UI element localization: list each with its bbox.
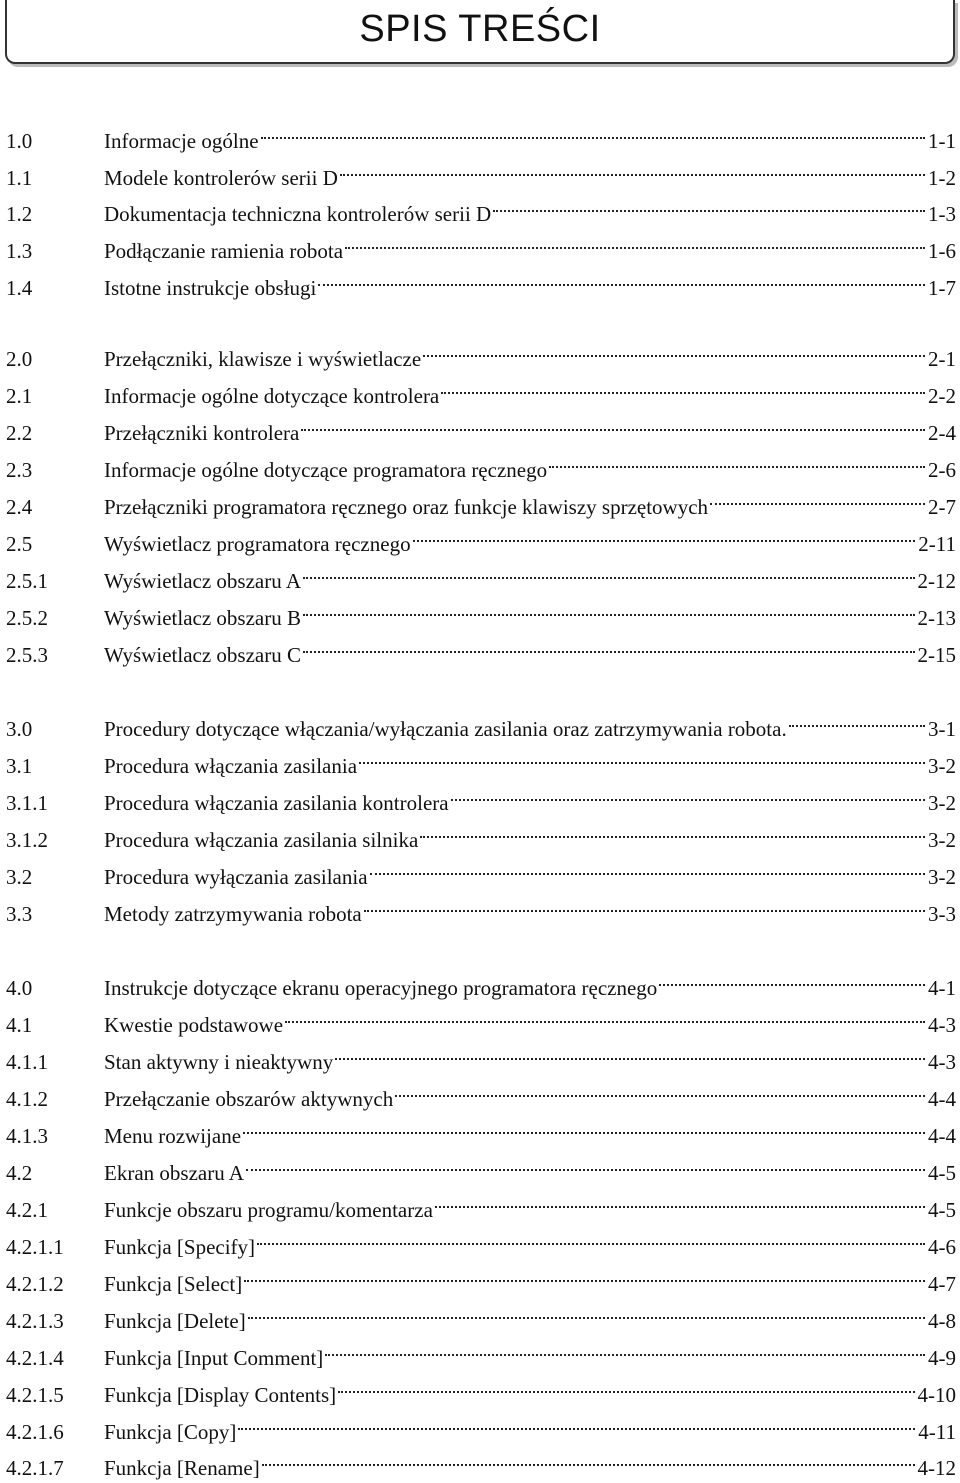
toc-entry-line (104, 973, 956, 1003)
section-title: Wyświetlacz obszaru A (104, 569, 301, 593)
section-number: 4.2.1.3 (6, 1309, 64, 1333)
toc-entry-line (104, 126, 956, 156)
page-number: 4-5 (928, 1161, 956, 1185)
section-title: Menu rozwijane (104, 1124, 242, 1148)
section-number: 3.1.1 (6, 791, 48, 815)
page-number: 3-2 (928, 791, 956, 815)
toc-entry-line (104, 1232, 956, 1262)
toc-entry-line (104, 640, 956, 670)
toc-entry[interactable] (0, 455, 956, 485)
toc-entry-line (104, 236, 956, 266)
page-number: 1-2 (928, 166, 956, 190)
section-number: 1.1 (6, 166, 33, 190)
dot-leader (789, 725, 925, 727)
section-number: 2.5 (6, 532, 33, 556)
toc-entry[interactable] (0, 1269, 956, 1299)
section-title: Informacje ogólne (104, 129, 259, 153)
toc-entry[interactable] (0, 640, 956, 670)
toc-entry[interactable] (0, 1232, 956, 1262)
toc-entry[interactable] (0, 1047, 956, 1077)
toc-entry[interactable] (0, 273, 956, 303)
section-title: Podłączanie ramienia robota (104, 239, 344, 263)
section-title: Przełączniki kontrolera (104, 421, 300, 445)
section-title: Przełączniki programatora ręcznego oraz funkcje klawiszy sprzętowych (104, 495, 709, 519)
section-title: Ekran obszaru A (104, 1161, 244, 1185)
page-number: 4-10 (917, 1383, 956, 1407)
toc-entry[interactable] (0, 825, 956, 855)
section-number: 4.1.2 (6, 1087, 48, 1111)
toc-entry-line (104, 1453, 956, 1483)
toc-entry-line (104, 1417, 956, 1447)
section-number: 3.1 (6, 754, 33, 778)
dot-leader (246, 1169, 925, 1171)
dot-leader (335, 1058, 925, 1060)
toc-entry[interactable] (0, 566, 956, 596)
page-number: 2-2 (928, 384, 956, 408)
toc-entry[interactable] (0, 1380, 956, 1410)
section-title: Funkcja [Specify] (104, 1235, 256, 1259)
toc-entry[interactable] (0, 751, 956, 781)
toc-entry[interactable] (0, 1417, 956, 1447)
section-number: 2.2 (6, 421, 33, 445)
page-number: 4-11 (918, 1420, 956, 1444)
section-number: 4.2.1.7 (6, 1456, 64, 1480)
page-number: 4-9 (928, 1346, 956, 1370)
page-number: 4-4 (928, 1124, 956, 1148)
page-number: 2-6 (928, 458, 956, 482)
section-number: 4.2.1.5 (6, 1383, 64, 1407)
section-title: Funkcja [Copy] (104, 1420, 237, 1444)
dot-leader (244, 1280, 925, 1282)
section-title: Funkcja [Select] (104, 1272, 243, 1296)
dot-leader (710, 503, 925, 505)
dot-leader (261, 137, 925, 139)
page-number: 3-2 (928, 865, 956, 889)
dot-leader (493, 210, 925, 212)
toc-entry[interactable] (0, 199, 956, 229)
section-title: Funkcja [Delete] (104, 1309, 246, 1333)
toc-entry[interactable] (0, 381, 956, 411)
dot-leader (238, 1428, 915, 1430)
section-number: 4.0 (6, 976, 33, 1000)
section-number: 2.4 (6, 495, 33, 519)
toc-entry-line (104, 1121, 956, 1151)
toc-entry-line (104, 751, 956, 781)
page-number: 2-13 (917, 606, 956, 630)
dot-leader (243, 1132, 925, 1134)
toc-entry-line (104, 1380, 956, 1410)
toc-entry[interactable] (0, 126, 956, 156)
dot-leader (325, 1354, 925, 1356)
toc-entry-line (104, 1047, 956, 1077)
page-number: 4-5 (928, 1198, 956, 1222)
toc-entry-line (104, 344, 956, 374)
toc-entry-line (104, 1010, 956, 1040)
toc-entry-line (104, 825, 956, 855)
dot-leader (364, 910, 925, 912)
toc-entry[interactable] (0, 1453, 956, 1483)
toc-entry-line (104, 603, 956, 633)
toc-entry[interactable] (0, 862, 956, 892)
toc-entry-line (104, 455, 956, 485)
toc-entry-line (104, 273, 956, 303)
section-number: 4.2.1.6 (6, 1420, 64, 1444)
section-title: Metody zatrzymywania robota (104, 902, 362, 926)
section-number: 4.1.3 (6, 1124, 48, 1148)
section-title: Funkcja [Rename] (104, 1456, 260, 1480)
section-number: 2.1 (6, 384, 33, 408)
toc-entry[interactable] (0, 1306, 956, 1336)
toc-entry[interactable] (0, 492, 956, 522)
page-number: 4-3 (928, 1050, 956, 1074)
section-number: 4.2 (6, 1161, 33, 1185)
dot-leader (285, 1021, 925, 1023)
section-title: Przełączanie obszarów aktywnych (104, 1087, 394, 1111)
dot-leader (413, 540, 916, 542)
page-number: 1-3 (928, 202, 956, 226)
section-title: Modele kontrolerów serii D (104, 166, 338, 190)
toc-entry-line (104, 1306, 956, 1336)
toc-entry-line (104, 1158, 956, 1188)
dot-leader (257, 1243, 925, 1245)
dot-leader (303, 577, 915, 579)
toc-entry[interactable] (0, 1343, 956, 1373)
toc-entry-line (104, 492, 956, 522)
page-number: 1-1 (928, 129, 956, 153)
section-title: Funkcja [Input Comment] (104, 1346, 324, 1370)
toc-entry[interactable] (0, 418, 956, 448)
toc-entry[interactable] (0, 1084, 956, 1114)
toc-entry-line (104, 1343, 956, 1373)
toc-entry[interactable] (0, 899, 956, 929)
toc-entry[interactable] (0, 1010, 956, 1040)
section-title: Funkcje obszaru programu/komentarza (104, 1198, 433, 1222)
toc-entry[interactable] (0, 714, 956, 744)
section-number: 3.3 (6, 902, 33, 926)
toc-entry-line (104, 1195, 956, 1225)
toc-entry[interactable] (0, 973, 956, 1003)
page-number: 4-8 (928, 1309, 956, 1333)
dot-leader (359, 762, 925, 764)
page-number: 2-7 (928, 495, 956, 519)
page-number: 4-4 (928, 1087, 956, 1111)
dot-leader (262, 1464, 915, 1466)
section-title: Procedura włączania zasilania kontrolera (104, 791, 449, 815)
dot-leader (248, 1317, 925, 1319)
toc-entry[interactable] (0, 1195, 956, 1225)
section-number: 4.2.1 (6, 1198, 48, 1222)
section-number: 1.4 (6, 276, 33, 300)
section-title: Instrukcje dotyczące ekranu operacyjnego programatora ręcznego (104, 976, 658, 1000)
toc-entry-line (104, 566, 956, 596)
toc-entry-line (104, 899, 956, 929)
section-number: 2.5.2 (6, 606, 48, 630)
dot-leader (303, 651, 915, 653)
section-number: 1.3 (6, 239, 33, 263)
page-number: 3-2 (928, 828, 956, 852)
dot-leader (318, 284, 925, 286)
dot-leader (423, 355, 925, 357)
toc-entry-line (104, 529, 956, 559)
page-title: SPIS TREŚCI (359, 8, 601, 50)
toc-entry-line (104, 418, 956, 448)
page-number: 4-6 (928, 1235, 956, 1259)
toc-entry[interactable] (0, 236, 956, 266)
toc-entry[interactable] (0, 1121, 956, 1151)
section-number: 2.3 (6, 458, 33, 482)
section-title: Stan aktywny i nieaktywny (104, 1050, 334, 1074)
dot-leader (301, 429, 925, 431)
section-number: 3.2 (6, 865, 33, 889)
toc-entry[interactable] (0, 344, 956, 374)
page-number: 3-1 (928, 717, 956, 741)
section-number: 4.1 (6, 1013, 33, 1037)
page-number: 2-4 (928, 421, 956, 445)
section-title: Przełączniki, klawisze i wyświetlacze (104, 347, 422, 371)
dot-leader (345, 247, 925, 249)
section-title: Dokumentacja techniczna kontrolerów serii D (104, 202, 492, 226)
toc-entry-line (104, 1269, 956, 1299)
section-number: 2.0 (6, 347, 33, 371)
section-title: Istotne instrukcje obsługi (104, 276, 317, 300)
section-number: 1.2 (6, 202, 33, 226)
section-number: 3.0 (6, 717, 33, 741)
section-number: 4.2.1.2 (6, 1272, 64, 1296)
toc-entry-line (104, 199, 956, 229)
dot-leader (549, 466, 925, 468)
dot-leader (395, 1095, 925, 1097)
section-title: Funkcja [Display Contents] (104, 1383, 337, 1407)
toc-entry-line (104, 788, 956, 818)
dot-leader (303, 614, 915, 616)
dot-leader (451, 799, 925, 801)
page-number: 2-11 (918, 532, 956, 556)
dot-leader (441, 392, 925, 394)
section-title: Procedura wyłączania zasilania (104, 865, 368, 889)
page-number: 4-1 (928, 976, 956, 1000)
page-number: 4-7 (928, 1272, 956, 1296)
dot-leader (370, 873, 925, 875)
section-number: 1.0 (6, 129, 33, 153)
section-title: Informacje ogólne dotyczące programatora ręcznego (104, 458, 548, 482)
section-number: 2.5.1 (6, 569, 48, 593)
section-number: 2.5.3 (6, 643, 48, 667)
section-number: 4.2.1.1 (6, 1235, 64, 1259)
page-number: 4-3 (928, 1013, 956, 1037)
toc-entry[interactable] (0, 529, 956, 559)
dot-leader (435, 1206, 925, 1208)
section-number: 4.1.1 (6, 1050, 48, 1074)
section-title: Wyświetlacz obszaru C (104, 643, 301, 667)
dot-leader (659, 984, 925, 986)
page-number: 4-12 (917, 1456, 956, 1480)
dot-leader (338, 1391, 914, 1393)
toc-entry[interactable] (0, 163, 956, 193)
section-title: Wyświetlacz programatora ręcznego (104, 532, 411, 556)
page-number: 2-12 (917, 569, 956, 593)
section-title: Informacje ogólne dotyczące kontrolera (104, 384, 440, 408)
section-number: 3.1.2 (6, 828, 48, 852)
section-title: Wyświetlacz obszaru B (104, 606, 301, 630)
section-title: Procedura włączania zasilania (104, 754, 358, 778)
toc-entry[interactable] (0, 1158, 956, 1188)
toc-entry-line (104, 1084, 956, 1114)
page-number: 2-15 (917, 643, 956, 667)
page-number: 3-2 (928, 754, 956, 778)
page-number: 2-1 (928, 347, 956, 371)
section-title: Procedura włączania zasilania silnika (104, 828, 419, 852)
section-number: 4.2.1.4 (6, 1346, 64, 1370)
toc-entry[interactable] (0, 788, 956, 818)
page-number: 1-6 (928, 239, 956, 263)
page-number: 3-3 (928, 902, 956, 926)
toc-entry-line (104, 714, 956, 744)
toc-entry-line (104, 381, 956, 411)
dot-leader (340, 174, 925, 176)
toc-entry-line (104, 163, 956, 193)
page-number: 1-7 (928, 276, 956, 300)
section-title: Kwestie podstawowe (104, 1013, 284, 1037)
section-title: Procedury dotyczące włączania/wyłączania zasilania oraz zatrzymywania robota. (104, 717, 787, 741)
toc-entry-line (104, 862, 956, 892)
toc-entry[interactable] (0, 603, 956, 633)
dot-leader (420, 836, 925, 838)
